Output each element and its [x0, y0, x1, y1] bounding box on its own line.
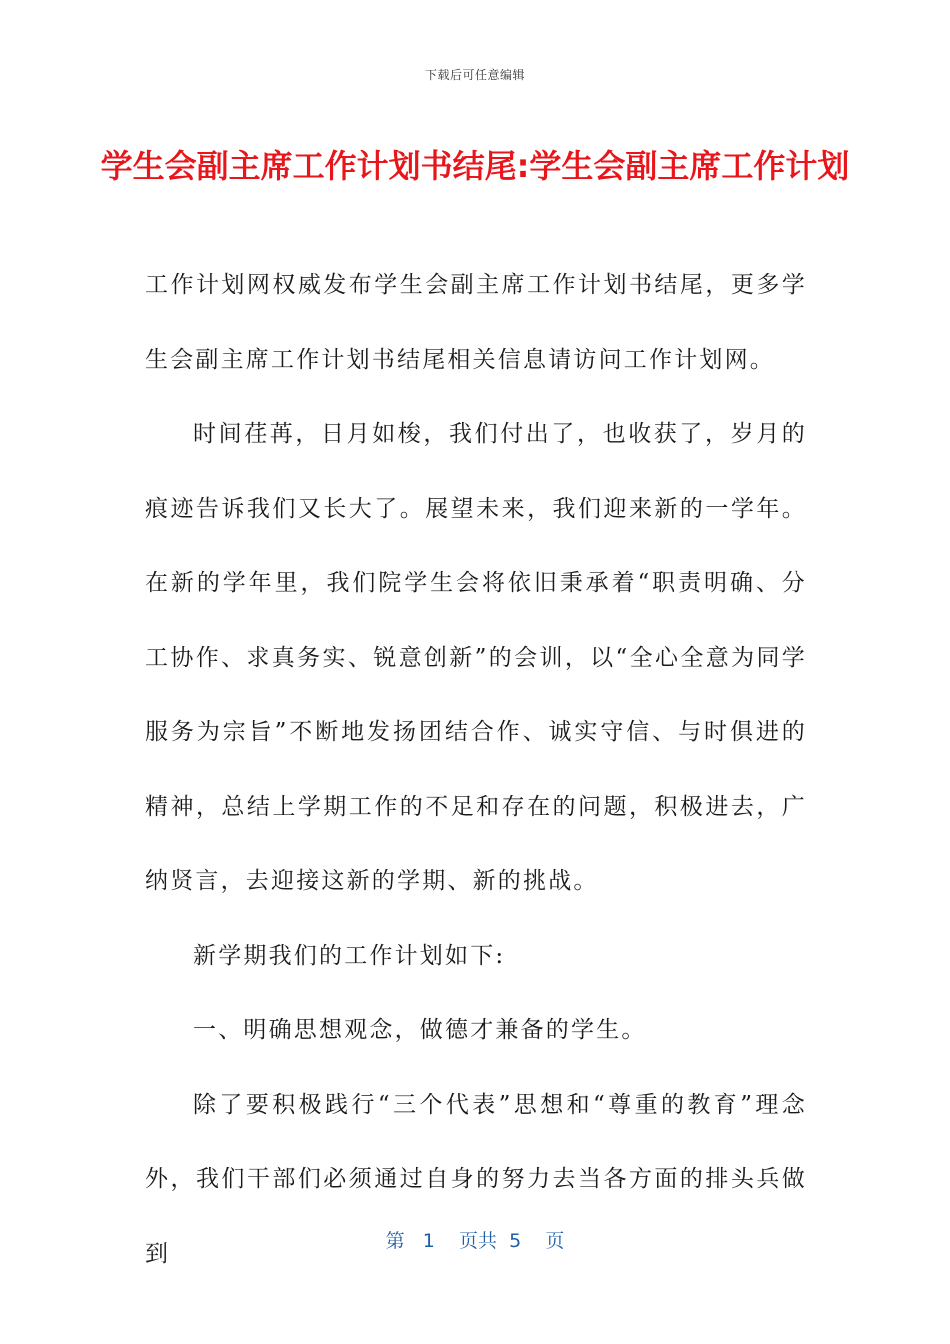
document-title: 学生会副主席工作计划书结尾:学生会副主席工作计划	[100, 147, 850, 185]
header-note: 下载后可任意编辑	[424, 68, 525, 82]
body-paragraph-2: 新学期我们的工作计划如下:	[193, 942, 506, 969]
page-number-footer: 第 1 页共 5 页	[385, 1230, 565, 1252]
intro-paragraph: 工作计划网权威发布学生会副主席工作计划书结尾，更多学生会副主席工作计划书结尾相关信息请访问工作计划网。	[145, 272, 807, 373]
section-heading-1: 一、明确思想观念，做德才兼备的学生。	[193, 1017, 647, 1043]
body-paragraph-3: 除了要积极践行“三个代表”思想和“尊重的教育”理念外，我们干部们必须通过自身的努力去当各方面的排头兵做到	[145, 1091, 807, 1267]
document-body	[145, 248, 807, 1291]
body-paragraph-1: 时间荏苒，日月如梭，我们付出了，也收获了，岁月的痕迹告诉我们又长大了。展望未来，我们迎来新的一学年。在新的学年里，我们院学生会将依旧秉承着“职责明确、分工协作、求真务实、锐意创新”的会训，以“全心全意为同学服务为宗旨”不断地发扬团结合作、诚实守信、与时俱进的精神，总结上学期工作的不足和存在的问题，积极进去，广纳贤言，去迎接这新的学期、新的挑战。	[145, 421, 807, 894]
